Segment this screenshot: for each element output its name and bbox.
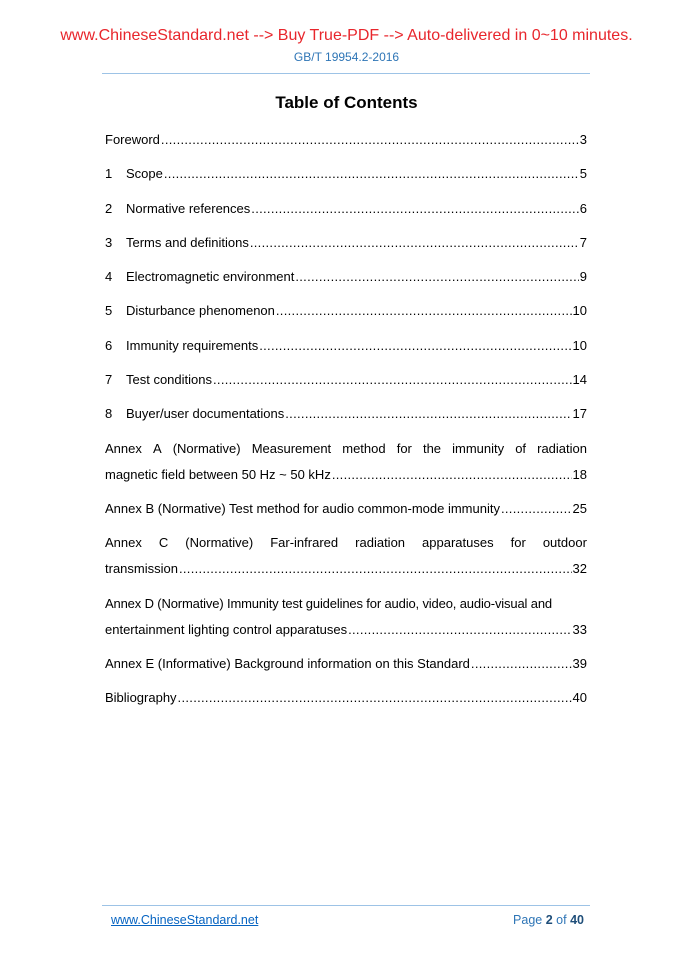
- toc-entry-label: Scope: [126, 166, 163, 182]
- toc-entry-annex-c[interactable]: [105, 534, 587, 560]
- toc-word: of: [515, 440, 527, 456]
- toc-entry-annex-e[interactable]: [105, 655, 587, 689]
- page-indicator: [513, 913, 584, 927]
- toc-entry-label[interactable]: transmission: [105, 561, 178, 577]
- toc-page-number: 5: [579, 166, 587, 182]
- toc-page-number: 18: [572, 466, 587, 482]
- table-of-contents: [105, 131, 587, 723]
- toc-entry-annex-d[interactable]: [105, 595, 587, 621]
- toc-entry-label: Annex D (Normative) Immunity test guidelines for audio, video, audio-visual and: [105, 595, 552, 611]
- toc-entry[interactable]: [105, 405, 587, 439]
- toc-entry-line: [105, 534, 587, 552]
- toc-entry-label: Immunity requirements: [126, 337, 259, 353]
- toc-word: (Normative): [185, 535, 254, 551]
- leader-dots: [164, 165, 579, 183]
- toc-entry-label: Test conditions: [126, 372, 212, 388]
- toc-entry[interactable]: [105, 234, 587, 268]
- toc-word: Far-infrared: [270, 535, 339, 551]
- toc-entry-label: Bibliography: [105, 690, 177, 706]
- toc-word: radiation: [537, 440, 587, 456]
- toc-page-number: 7: [579, 234, 587, 250]
- toc-page-number: 40: [572, 690, 587, 706]
- toc-entry-annex-b[interactable]: [105, 500, 587, 534]
- toc-entry-label: Annex B (Normative) Test method for audio common-mode immunity: [105, 500, 500, 516]
- toc-word: (Normative): [172, 440, 241, 456]
- toc-entry-label: Foreword: [105, 132, 160, 147]
- toc-entry[interactable]: [105, 268, 587, 302]
- leader-dots: [285, 405, 571, 423]
- toc-word: apparatuses: [422, 535, 494, 551]
- page-of: of: [556, 913, 567, 927]
- toc-word: for: [510, 535, 526, 551]
- leader-dots: [259, 337, 571, 355]
- toc-page-number: 17: [572, 406, 587, 422]
- promo-banner[interactable]: www.ChineseStandard.net --> Buy True-PDF --> Auto-delivered in 0~10 minutes.: [60, 27, 633, 44]
- toc-word: radiation: [355, 535, 406, 551]
- toc-entry-number: 7: [105, 372, 113, 388]
- toc-entry-number: 1: [105, 166, 113, 182]
- toc-entry-annex-a[interactable]: [105, 440, 587, 466]
- leader-dots: [501, 500, 572, 518]
- toc-entry-label[interactable]: magnetic field between 50 Hz ~ 50 kHz: [105, 466, 331, 482]
- toc-entry[interactable]: [105, 131, 587, 165]
- leader-dots: [276, 302, 572, 320]
- toc-entry-bibliography[interactable]: [105, 689, 587, 723]
- document-id: GB/T 19954.2-2016: [293, 50, 400, 64]
- page-prefix: Page: [513, 913, 543, 927]
- toc-word: immunity: [452, 440, 505, 456]
- toc-page-number: 14: [572, 372, 587, 388]
- toc-word: A: [152, 440, 162, 456]
- toc-page-number: 10: [572, 337, 587, 353]
- footer-divider: [102, 905, 590, 906]
- leader-dots: [213, 371, 572, 389]
- toc-word: outdoor: [542, 535, 587, 551]
- header-divider: [102, 73, 590, 74]
- leader-dots: [178, 689, 572, 707]
- leader-dots: [348, 621, 571, 639]
- footer-website-link[interactable]: www.ChineseStandard.net: [111, 913, 259, 927]
- toc-page-number: 39: [572, 655, 587, 671]
- leader-dots: [332, 466, 572, 484]
- toc-entry-label[interactable]: entertainment lighting control apparatuses: [105, 621, 348, 637]
- toc-page-number: 3: [579, 132, 587, 147]
- toc-entry-number: 2: [105, 200, 113, 216]
- toc-entry-label: Buyer/user documentations: [126, 406, 285, 422]
- toc-page-number: 9: [579, 269, 587, 285]
- toc-word: the: [422, 440, 442, 456]
- toc-entry-line: [105, 440, 587, 458]
- toc-entry-number: 5: [105, 303, 113, 319]
- toc-entry-number: 4: [105, 269, 113, 285]
- toc-entry-label: Annex E (Informative) Background information on this Standard: [105, 655, 470, 671]
- page-title: Table of Contents: [275, 93, 418, 112]
- leader-dots: [161, 131, 579, 149]
- leader-dots: [179, 560, 572, 578]
- toc-word: Annex: [105, 440, 142, 456]
- toc-entry[interactable]: [105, 200, 587, 234]
- toc-entry[interactable]: [105, 337, 587, 371]
- toc-page-number: 6: [579, 200, 587, 216]
- toc-entry-label: Disturbance phenomenon: [126, 303, 275, 319]
- toc-entry-label: Electromagnetic environment: [126, 269, 295, 285]
- toc-entry-number: 6: [105, 337, 113, 353]
- toc-entry-label: Normative references: [126, 200, 251, 216]
- toc-word: Measurement: [251, 440, 332, 456]
- toc-word: Annex: [105, 535, 142, 551]
- toc-entry[interactable]: [105, 371, 587, 405]
- leader-dots: [251, 200, 578, 218]
- toc-entry-number: 8: [105, 406, 113, 422]
- toc-page-number: 25: [572, 500, 587, 516]
- toc-entry-number: 3: [105, 234, 113, 250]
- toc-entry[interactable]: [105, 302, 587, 336]
- toc-page-number: 33: [572, 621, 587, 637]
- toc-page-number: 10: [572, 303, 587, 319]
- toc-entry[interactable]: [105, 165, 587, 199]
- toc-page-number: 32: [572, 561, 587, 577]
- toc-entry-label: Terms and definitions: [126, 234, 249, 250]
- toc-word: for: [396, 440, 412, 456]
- leader-dots: [250, 234, 579, 252]
- leader-dots: [295, 268, 578, 286]
- toc-word: C: [158, 535, 169, 551]
- current-page: 2: [545, 913, 553, 927]
- toc-word: method: [342, 440, 386, 456]
- leader-dots: [471, 655, 572, 673]
- total-pages: 40: [570, 913, 584, 927]
